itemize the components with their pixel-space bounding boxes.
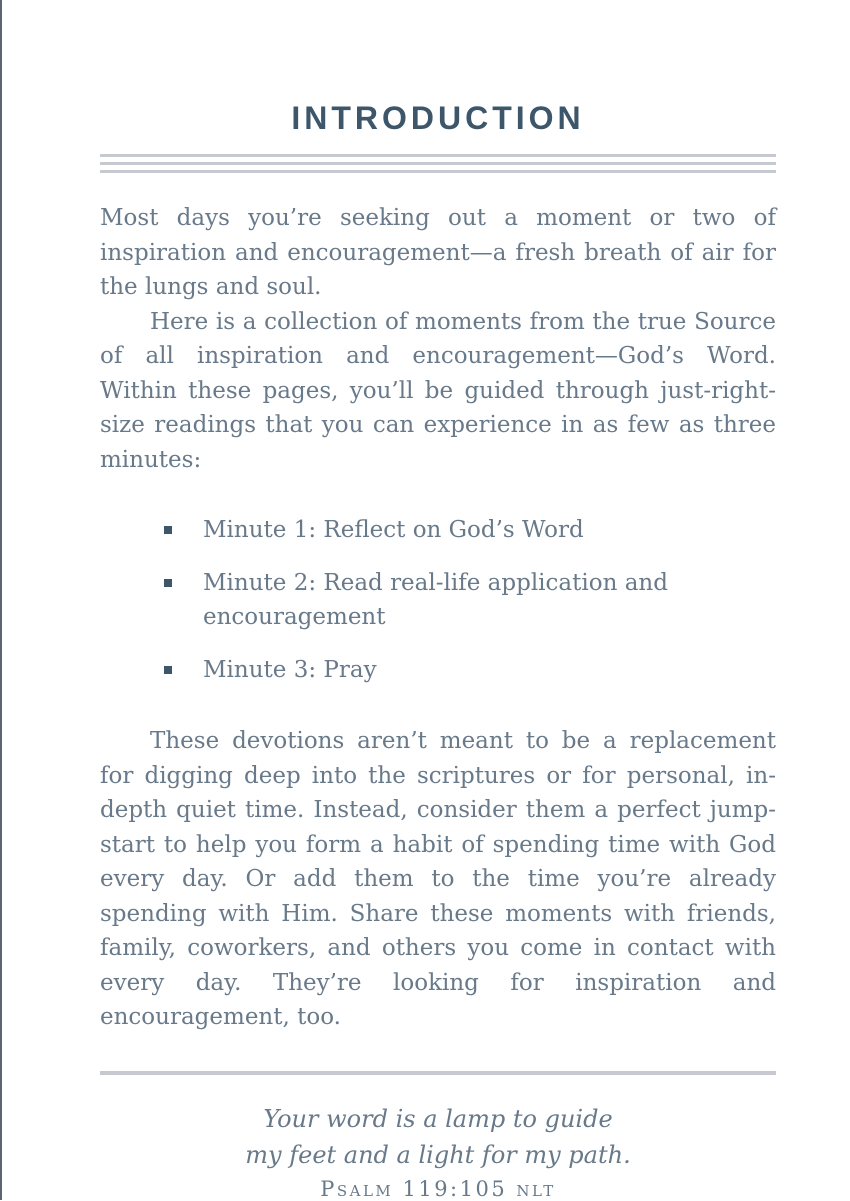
book-page: [100, 0, 776, 1201]
intro-paragraph-1: Most days you’re seeking out a moment or two of inspiration and encouragement—a fresh breath of air for the lungs and soul.: [100, 205, 776, 300]
list-item: [164, 513, 776, 548]
page-title: INTRODUCTION: [291, 100, 585, 136]
minutes-list: [164, 513, 776, 687]
body-text: [100, 201, 776, 1035]
divider-line: [100, 154, 776, 157]
scripture-quote-line2: my feet and a light for my path.: [245, 1140, 631, 1169]
list-item-text: Minute 1: Reflect on God’s Word: [203, 517, 584, 543]
list-item-text: Minute 3: Pray: [203, 656, 377, 683]
scripture-reference: Psalm 119:105 nlt: [320, 1176, 556, 1201]
page-scan-edge: [0, 0, 2, 1200]
intro-paragraph-3: These devotions aren’t meant to be a replacement for digging deep into the scriptures or for personal, in-depth quiet time. Instead, consider them a perfect jump-start to help you form a habit of spending time with God every day. Or add them to the time you’re already spending with Him. Share these moments with friends, family, coworkers, and others you come in contact with every day. They’re looking for inspiration and encouragement, too.: [100, 728, 776, 1030]
single-rule-divider: [100, 1071, 776, 1075]
list-item-text: Minute 2: Read real-life application and encouragement: [203, 569, 668, 630]
square-bullet-icon: [164, 526, 172, 534]
divider-line: [100, 170, 776, 173]
intro-paragraph-2: Here is a collection of moments from the true Source of all inspiration and encouragement—God’s Word. Within these pages, you’ll be guided through just-right-size readings that you can experience in as few as three minutes:: [100, 308, 776, 473]
scripture-quote-line1: Your word is a lamp to guide: [263, 1104, 613, 1133]
square-bullet-icon: [164, 579, 172, 587]
triple-rule-divider: [100, 154, 776, 173]
divider-line: [100, 162, 776, 165]
list-item: [164, 653, 776, 688]
square-bullet-icon: [164, 666, 172, 674]
scripture-quote: [100, 1101, 776, 1173]
list-item: [164, 566, 776, 635]
